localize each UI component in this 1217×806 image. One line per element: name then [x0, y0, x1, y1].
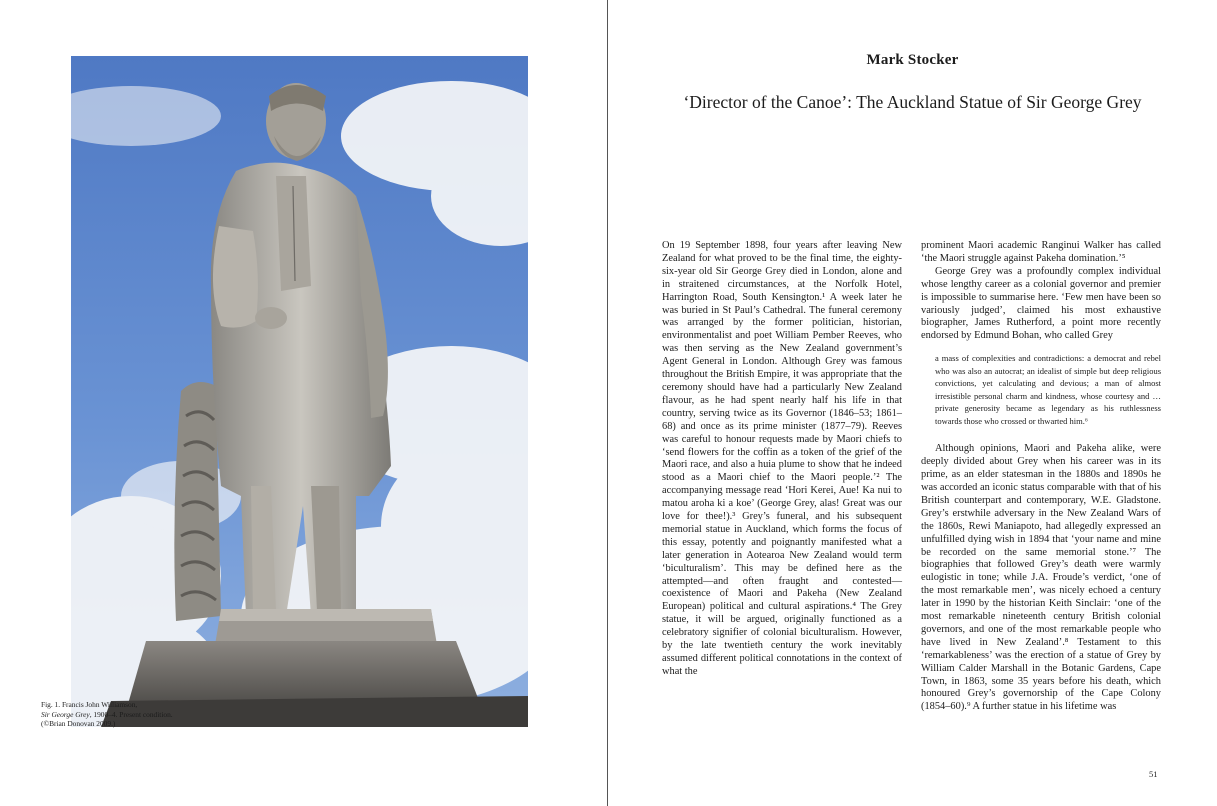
body-paragraph: On 19 September 1898, four years after leaving New Zealand for what proved to be the final time, the eighty-six-year old Sir George Grey died in London, alone and in straitened circumstances, at the Norfolk Hotel, Harrington Road, South Kensington.¹ A week later he was buried in St Paul’s Cathedral. The funeral ceremony was arranged by the former politician, historian, environmentalist and poet William Pember Reeves, who was then serving as the New Zealand government’s Agent General in London. Although Grey was famous throughout the British Empire, it was appropriate that the ceremony should have had a particularly New Zealand flavour, as he had spent nearly half his life in that country, serving twice as its Governor (1846–53; 1861–68) and once as its prime minister (1877–79). Reeves was careful to honour requests made by Maori chiefs to ‘send flowers for the coffin as a token of the grief of the Maori race, and also a huia plume to show that he indeed stood as a Maori chief to the Maori people.’² The accompanying message read ‘Hori Kerei, Aue! Ka nui to matou aroha ki a koe’ (George Grey, alas! Great was our love for thee!).³ Grey’s funeral, and his subsequent memorial statue in Auckland, which forms the focus of this essay, potently and poignantly manifested what a later generation in Aotearoa New Zealand would term ‘biculturalism’. This may be defined here as the attempted—and often fraught and contested—coexistence of Maori and Pakeha (New Zealand European) political and cultural aspirations.⁴ The Grey statue, it will be argued, originally functioned as a celebratory signifier of colonial biculturalism. However, by the late twentieth century the work inevitably assumed different political connotations in the context of what the — [662, 240, 902, 677]
body-paragraph: George Grey was a profoundly complex individual whose lengthy career as a colonial governor and premier is impossible to summarise here. ‘Few men have been so variously judged’, claimed his most exhaustive biographer, James Rutherford, a point more recently endorsed by Edmund Bohan, who called Grey — [921, 265, 1161, 342]
caption-artwork-title: Sir George Grey — [41, 709, 90, 719]
right-page — [608, 0, 1217, 806]
text-column-right — [921, 240, 1161, 714]
statue-photo — [71, 56, 528, 727]
block-quote: a mass of complexities and contradictions: a democrat and rebel who was also an autocrat; an idealist of simple but deep religious convictions, yet calculating and devious; a man of almost irresistible personal charm and kindness, whose courtesy and … private generosity became as legendary as his ruthlessness towards those who crossed or thwarted him.⁶ — [935, 353, 1161, 426]
body-paragraph: Although opinions, Maori and Pakeha alike, were deeply divided about Grey when his career was in its prime, as an elder statesman in the 1880s and 1890s he was accorded an iconic status comparable with that of his British counterpart and contemporary, W.E. Gladstone. Grey’s erstwhile adversary in the New Zealand Wars of the 1860s, Rewi Maniapoto, had allegedly expressed an unfulfilled dying wish in 1894 that ‘your name and mine be recorded on the same memorial stone.’⁷ The biographies that followed Grey’s death were warmly eulogistic in tone; while J.A. Froude’s verdict, ‘one of the most remarkable men’, was nicely echoed a century later in 1990 by the historian Keith Sinclair: ‘one of the most remarkable nineteenth century British colonial governors, and one of the most remarkable people who have lived in New Zealand’.⁸ Testament to this ‘remarkableness’ was the erection of a statue of Grey by William Calder Marshall in the Botanic Gardens, Cape Town, in 1863, some 35 years before his death, which honoured Grey’s governorship of the Cape Colony (1854–60).⁹ A further statue in his lifetime was — [921, 443, 1161, 713]
statue-photo-illustration — [71, 56, 528, 727]
body-paragraph: prominent Maori academic Ranginui Walker has called ‘the Maori struggle against Pakeha domination.’⁵ — [921, 240, 1161, 264]
text-column-left — [662, 240, 902, 679]
author-name: Mark Stocker — [866, 52, 959, 68]
carved-pillar — [174, 382, 221, 621]
figure-caption — [41, 700, 181, 729]
left-page — [0, 0, 607, 806]
article-title: ‘Director of the Canoe’: The Auckland Statue of Sir George Grey — [683, 92, 1142, 112]
caption-text-2: , 1900–4. Present condition. (©Brian Donovan 2009.) — [41, 709, 173, 729]
caption-text: Fig. 1. Francis John Williamson, — [41, 700, 138, 709]
page-number: 51 — [1149, 769, 1158, 779]
